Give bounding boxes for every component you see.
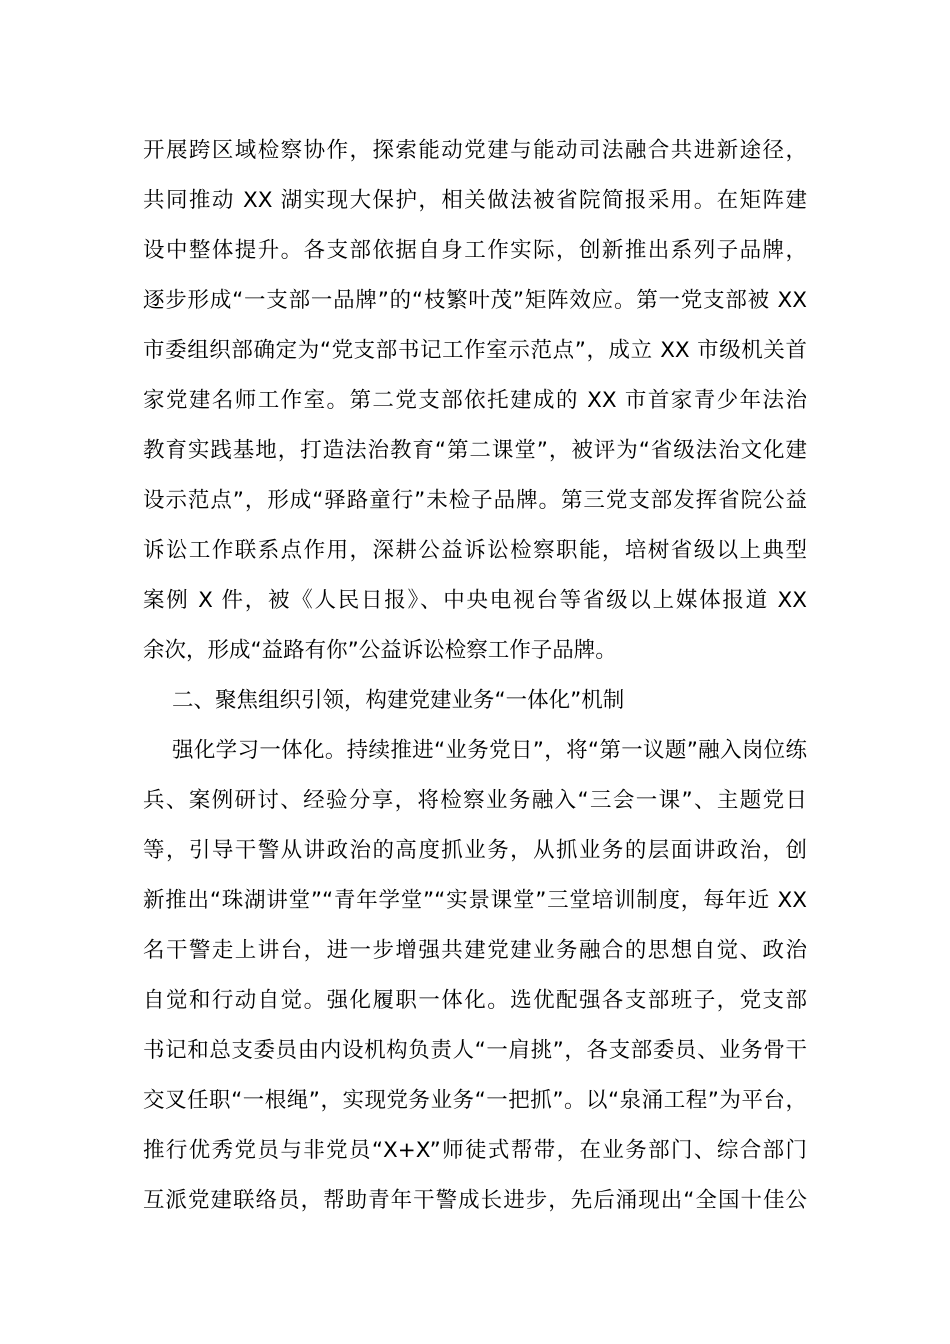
text-line: 案例 X 件，被《人民日报》、中央电视台等省级以上媒体报道 XX <box>143 588 807 613</box>
text-line: 设示范点”，形成“驿路童行”未检子品牌。第三党支部发挥省院公益 <box>143 488 807 513</box>
text-line: 家党建名师工作室。第二党支部依托建成的 XX 市首家青少年法治 <box>143 388 807 413</box>
text-line: 互派党建联络员，帮助青年干警成长进步，先后涌现出“全国十佳公 <box>143 1188 807 1213</box>
text-line: 强化学习一体化。持续推进“业务党日”，将“第一议题”融入岗位练 <box>172 738 807 763</box>
text-line: 教育实践基地，打造法治教育“第二课堂”，被评为“省级法治文化建 <box>143 438 807 463</box>
text-line: 共同推动 XX 湖实现大保护，相关做法被省院简报采用。在矩阵建 <box>143 188 807 213</box>
paragraph-1 <box>143 126 807 676</box>
text-line: 诉讼工作联系点作用，深耕公益诉讼检察职能，培树省级以上典型 <box>143 538 807 563</box>
text-line: 市委组织部确定为“党支部书记工作室示范点”，成立 XX 市级机关首 <box>143 338 807 363</box>
text-line: 逐步形成“一支部一品牌”的“枝繁叶茂”矩阵效应。第一党支部被 XX <box>143 288 807 313</box>
text-line: 设中整体提升。各支部依据自身工作实际，创新推出系列子品牌， <box>143 238 807 263</box>
text-line: 兵、案例研讨、经验分享，将检察业务融入“三会一课”、主题党日 <box>143 788 807 813</box>
text-line: 开展跨区域检察协作，探索能动党建与能动司法融合共进新途径， <box>143 138 807 163</box>
text-line: 新推出“珠湖讲堂”“青年学堂”“实景课堂”三堂培训制度，每年近 XX <box>143 888 807 913</box>
paragraph-2 <box>143 726 807 1226</box>
text-line: 自觉和行动自觉。强化履职一体化。选优配强各支部班子，党支部 <box>143 988 807 1013</box>
heading-line: 二、聚焦组织引领，构建党建业务“一体化”机制 <box>172 688 625 713</box>
text-line: 等，引导干警从讲政治的高度抓业务，从抓业务的层面讲政治，创 <box>143 838 807 863</box>
document-body <box>143 126 807 1226</box>
text-line: 推行优秀党员与非党员“X+X”师徒式帮带，在业务部门、综合部门 <box>143 1138 807 1163</box>
text-line: 余次，形成“益路有你”公益诉讼检察工作子品牌。 <box>143 638 617 663</box>
section-heading <box>143 676 807 726</box>
text-line: 名干警走上讲台，进一步增强共建党建业务融合的思想自觉、政治 <box>143 938 807 963</box>
text-line: 交叉任职“一根绳”，实现党务业务“一把抓”。以“泉涌工程”为平台， <box>143 1088 807 1113</box>
text-line: 书记和总支委员由内设机构负责人“一肩挑”，各支部委员、业务骨干 <box>143 1038 807 1063</box>
